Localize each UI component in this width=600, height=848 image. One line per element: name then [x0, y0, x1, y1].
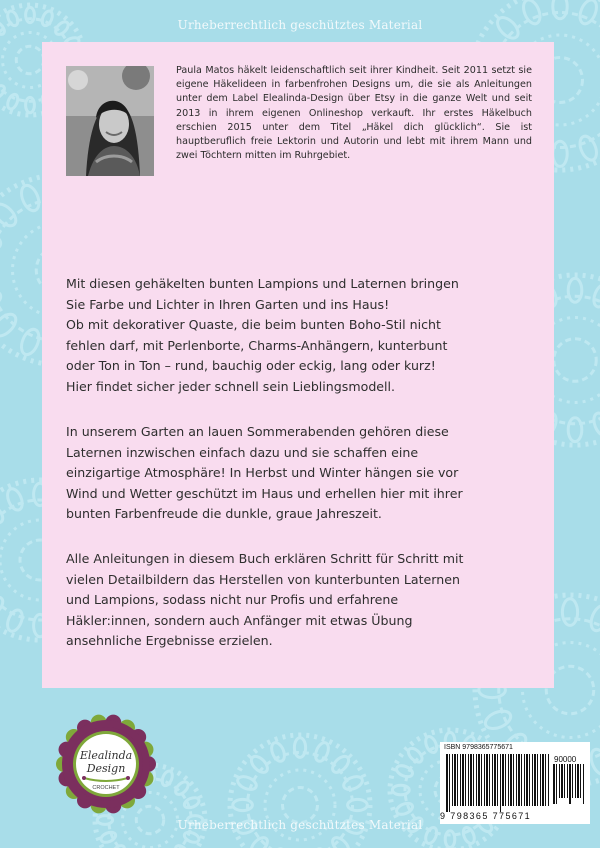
elealinda-logo	[54, 712, 158, 816]
blurb-line: In unserem Garten an lauen Sommerabenden gehören diese	[66, 424, 449, 439]
logo-crochet: CROCHET	[92, 785, 120, 791]
blurb-paragraph-3	[66, 549, 536, 652]
blurb-line: Ob mit dekorativer Quaste, die beim bunten Boho-Stil nicht	[66, 317, 441, 333]
blurb-line: Sie Farbe und Lichter in Ihren Garten und ins Haus!	[66, 296, 390, 312]
price-code: 90000	[554, 755, 577, 764]
blurb-line: Alle Anleitungen in diesem Buch erklären Schritt für Schritt mit	[66, 551, 464, 566]
blurb-line: Hier findet sicher jeder schnell sein Lieblingsmodell.	[66, 378, 396, 394]
crochet-badge-icon	[54, 712, 158, 816]
blurb-paragraph-2	[66, 422, 536, 525]
blurb-line: fehlen darf, mit Perlenborte, Charms-Anhängern, kunterbunt	[66, 337, 448, 353]
blurb-line: oder Ton in Ton – rund, bauchig oder eckig, lang oder kurz!	[66, 358, 436, 374]
blurb-line: Mit diesen gehäkelten bunten Lampions und Laternen bringen	[66, 276, 459, 291]
isbn-barcode	[440, 742, 590, 824]
author-bio: Paula Matos häkelt leidenschaftlich seit ihrer Kindheit. Seit 2011 setzt sie eigene Häkelideen in farbenfrohen Designs um, die sie als Anleitungen unter dem Label Elealinda-Design über Etsy in die ganze Welt und seit 2013 in ihrem eigenen Onlineshop verkauft. Ihr erstes Häkelbuch erschien 2015 unter dem Titel „Häkel dich glücklich“. Sie ist hauptberuflich freie Lektorin und Autorin und lebt mit ihrem Mann und zwei Töchtern mitten im Ruhrgebiet.	[176, 65, 532, 162]
author-portrait-icon	[66, 66, 154, 176]
blurb-line: ansehnliche Ergebnisse erzielen.	[66, 633, 273, 649]
logo-name: Elealinda	[79, 749, 133, 762]
isbn-label: ISBN 9798365775671	[444, 744, 513, 751]
barcode-bars	[446, 754, 550, 812]
blurb-line: Laternen inzwischen einfach dazu und sie schaffen eine	[66, 444, 419, 460]
isbn-digits: 9 798365 775671	[440, 811, 532, 821]
back-cover-panel	[42, 42, 554, 688]
barcode-addon-bars	[553, 764, 587, 812]
blurb-line: bunten Farbenfreude die dunkle, graue Jahreszeit.	[66, 506, 382, 522]
logo-design: Design	[86, 762, 126, 775]
blurb-line: einzigartige Atmosphäre! In Herbst und Winter hängen sie vor	[66, 465, 459, 481]
copyright-watermark-bottom: Urheberrechtlich geschütztes Material	[177, 818, 423, 832]
blurb-line: Häkler:innen, sondern auch Anfänger mit etwas Übung	[66, 612, 413, 628]
copyright-watermark-top: Urheberrechtlich geschütztes Material	[177, 18, 423, 32]
blurb-line: Wind und Wetter geschützt im Haus und erhellen hier mit ihrer	[66, 485, 463, 501]
blurb-line: vielen Detailbildern das Herstellen von kunterbunten Laternen	[66, 571, 460, 587]
blurb-paragraph-1	[66, 274, 536, 398]
blurb-line: und Lampions, sodass nicht nur Profis und erfahrene	[66, 592, 399, 608]
author-photo	[66, 66, 154, 176]
